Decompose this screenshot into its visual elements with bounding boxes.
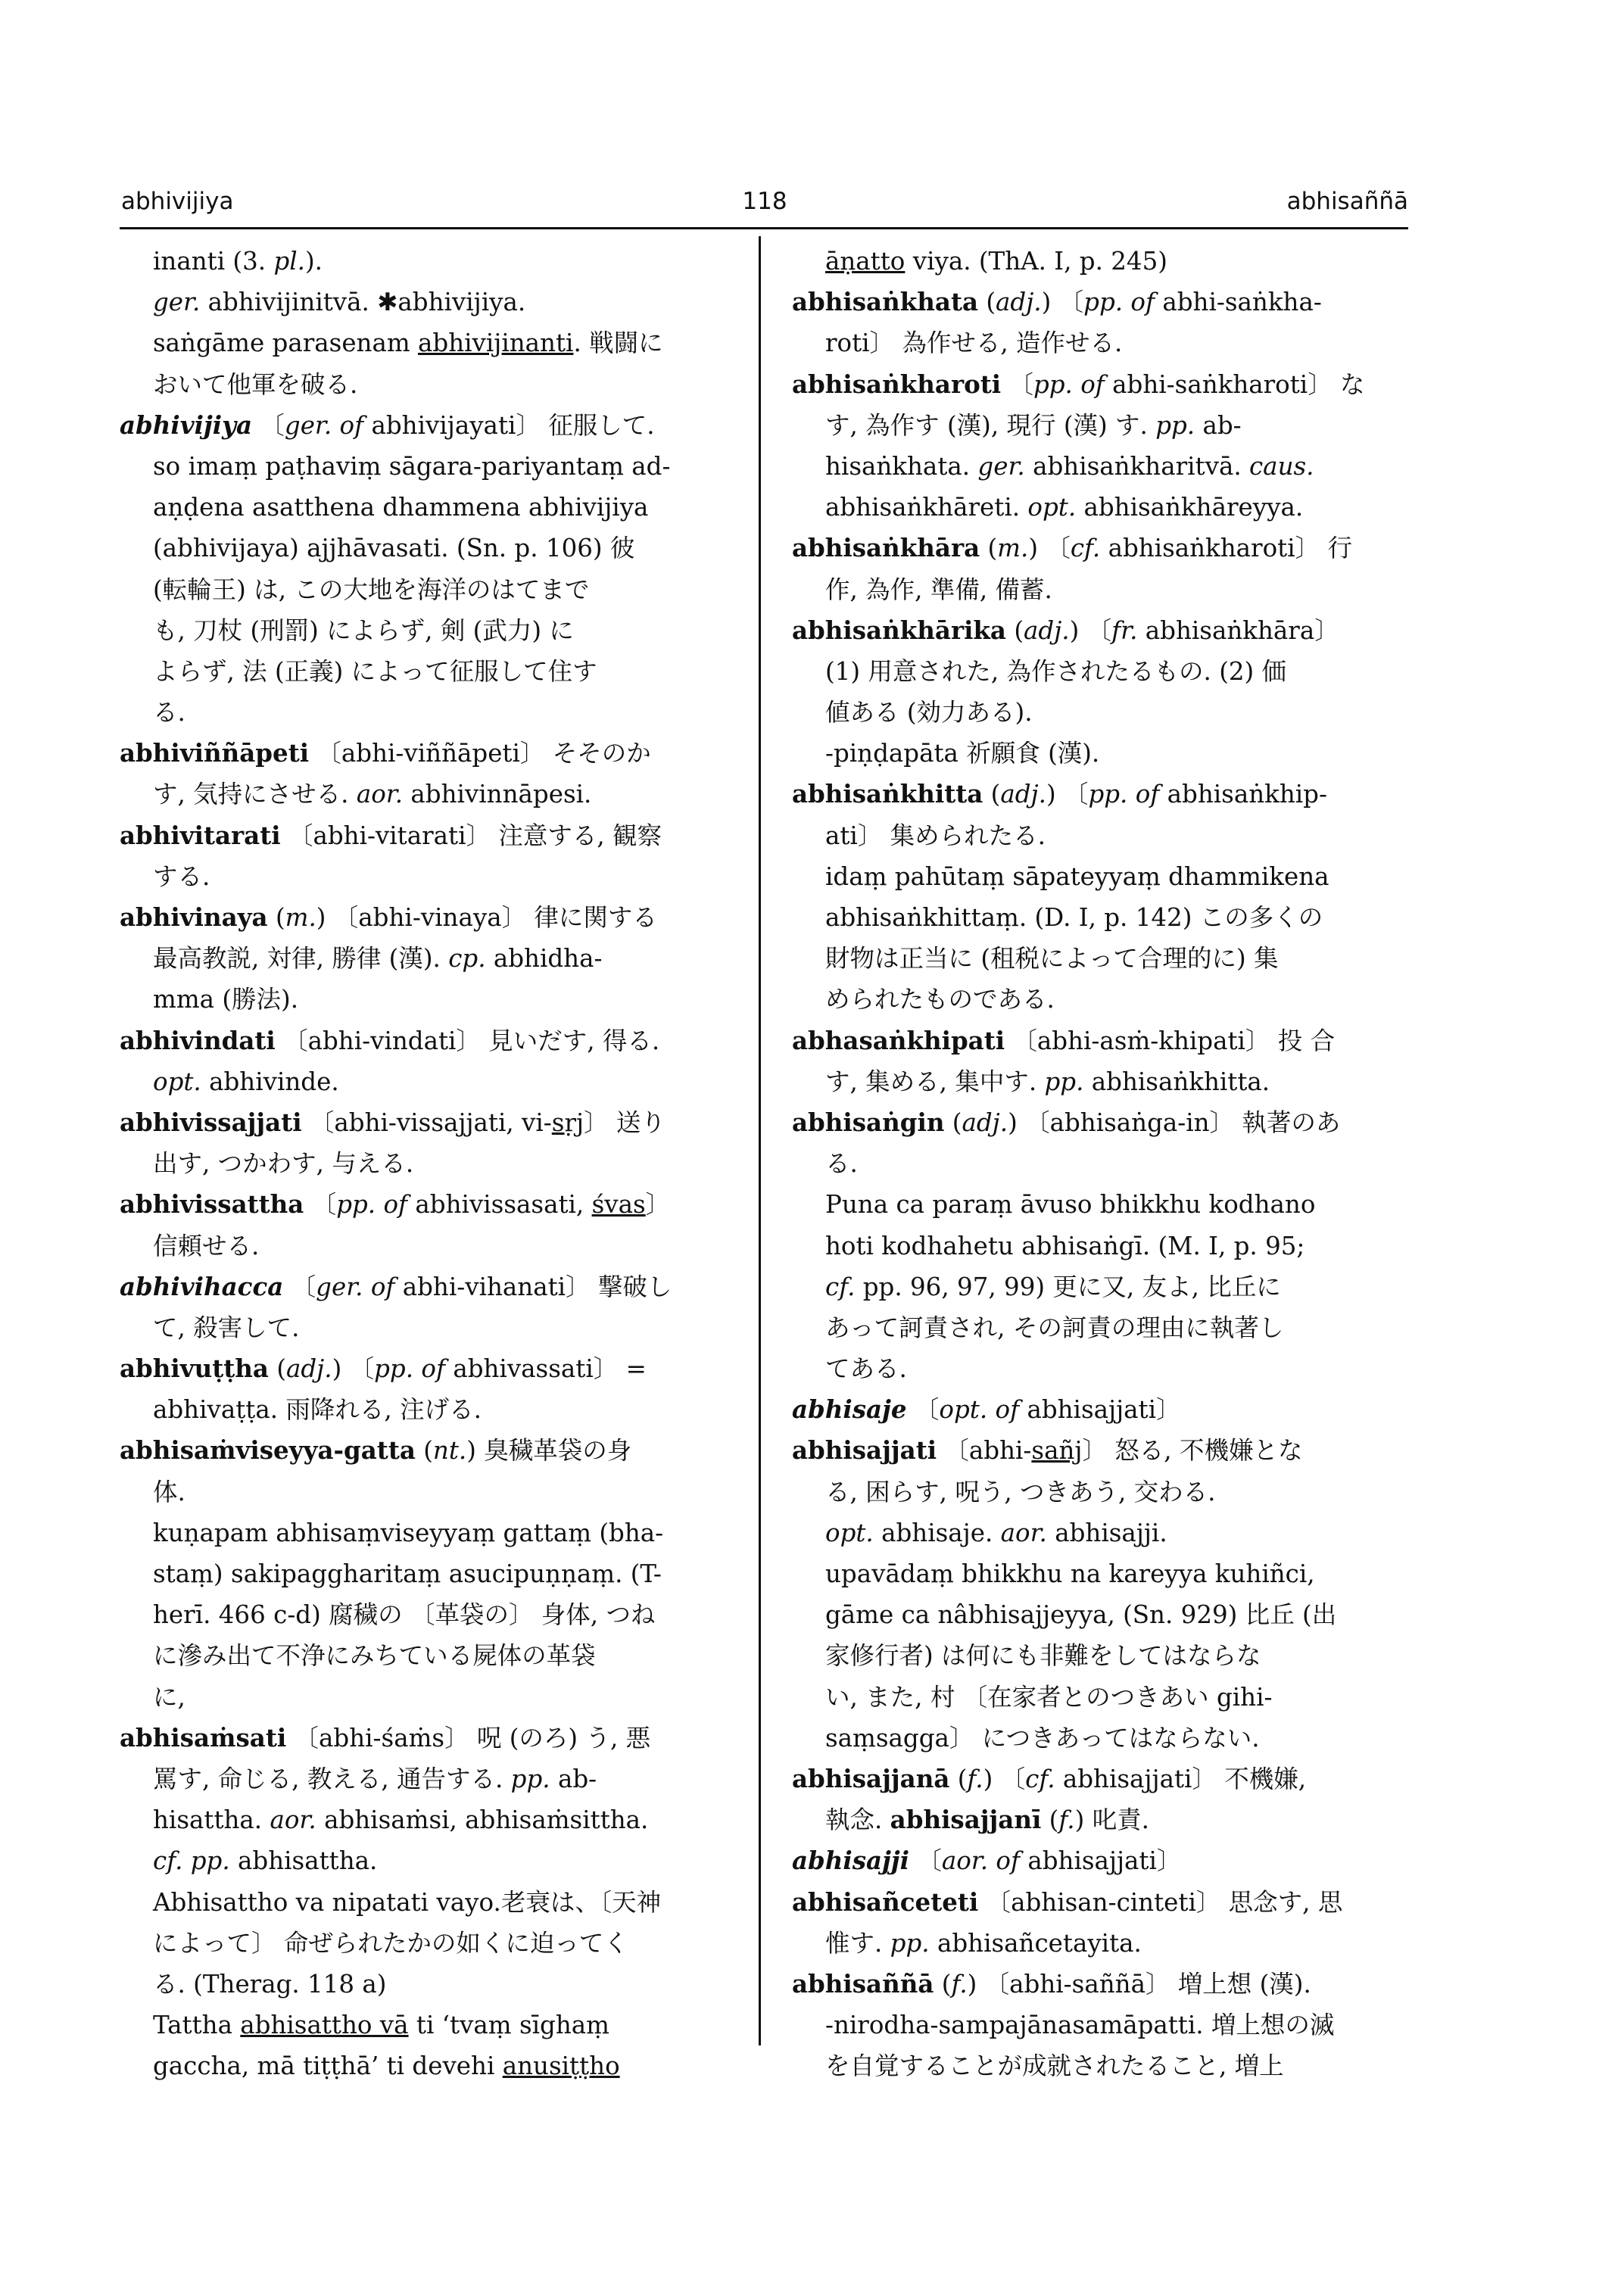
dictionary-text-line: staṃ) sakipaggharitaṃ asucipuṇṇaṃ. (T- [153, 1559, 662, 1588]
dictionary-text-line: -nirodha-sampajānasamāpatti. 増上想の滅 [825, 2011, 1335, 2040]
dictionary-entry-line: abhisaṅgin (adj.) 〔abhisaṅga-in〕 執著のあ [792, 1107, 1341, 1137]
dictionary-text-line: 体. [153, 1477, 185, 1506]
dictionary-text-line: 出す, つかわす, 与える. [153, 1149, 414, 1179]
dictionary-text-line: -piṇḍapāta 祈願食 (漢). [825, 739, 1100, 768]
dictionary-text-line: に滲み出て不浄にみちている屍体の革袋 [153, 1641, 596, 1671]
dictionary-text-line: abhivaṭṭa. 雨降れる, 注げる. [153, 1395, 482, 1425]
dictionary-text-line: hisaṅkhata. ger. abhisaṅkharitvā. caus. [825, 451, 1314, 481]
dictionary-text-line: idaṃ pahūtaṃ sāpateyyaṃ dhammikena [825, 861, 1329, 891]
dictionary-entry-line: abhisaṅkhata (adj.) 〔pp. of abhi-saṅkha- [792, 287, 1322, 317]
dictionary-text-line: 惟す. pp. abhisañcetayita. [825, 1928, 1142, 1958]
dictionary-text-line: (1) 用意された, 為作されたるもの. (2) 価 [825, 656, 1287, 686]
page-number: 118 [742, 188, 787, 215]
dictionary-text-line: に, [153, 1682, 185, 1712]
dictionary-text-line: gaccha, mā tiṭṭhā’ ti devehi anusiṭṭho [153, 2052, 620, 2081]
dictionary-text-line: おいて他軍を破る. [153, 369, 358, 399]
page-header [121, 188, 1408, 226]
dictionary-entry-line: abhisajji 〔aor. of abhisajjati〕 [792, 1846, 1182, 1876]
dictionary-text-line: 最高教説, 対律, 勝律 (漢). cp. abhidha- [153, 944, 603, 974]
dictionary-text-line: も, 刀杖 (刑罰) によらず, 剣 (武力) に [153, 615, 574, 645]
left-column [120, 241, 742, 2086]
dictionary-text-line: abhisaṅkhittaṃ. (D. I, p. 142) この多くの [825, 903, 1323, 932]
dictionary-text-line: kuṇapam abhisaṃviseyyaṃ gattaṃ (bha- [153, 1518, 664, 1547]
dictionary-entry-line: abhivissattha 〔pp. of abhivissasati, śvas〕 [120, 1189, 671, 1220]
dictionary-entry-line: abhasaṅkhipati 〔abhi-asṁ-khipati〕 投 合 [792, 1025, 1336, 1055]
dictionary-text-line: す, 為作す (漢), 現行 (漢) す. pp. ab- [825, 410, 1242, 440]
dictionary-text-line: 財物は正当に (租税によって合理的に) 集 [825, 944, 1279, 974]
dictionary-entry-line: abhisaje 〔opt. of abhisajjati〕 [792, 1394, 1181, 1425]
dictionary-text-line: Abhisattho va nipatati vayo.老衰は、〔天神 [153, 1887, 662, 1917]
dictionary-text-line: saṅgāme parasenam abhivijinanti. 戦闘に [153, 329, 663, 358]
dictionary-text-line: upavādaṃ bhikkhu na kareyya kuhiñci, [825, 1559, 1315, 1588]
dictionary-text-line: Puna ca paraṃ āvuso bhikkhu kodhano [825, 1190, 1316, 1220]
dictionary-text-line: る. [153, 698, 185, 727]
dictionary-text-line: あって訶責され, その訶責の理由に執著し [825, 1313, 1284, 1342]
dictionary-text-line: Tattha abhisattho vā ti ‘tvaṃ sīghaṃ [153, 2011, 609, 2040]
dictionary-text-line: (転輪王) は, この大地を海洋のはてまで [153, 575, 590, 604]
dictionary-text-line: 作, 為作, 準備, 備蓄. [825, 575, 1052, 604]
dictionary-entry-line: abhisañceteti 〔abhisan-cinteti〕 思念す, 思 [792, 1886, 1343, 1917]
left-guideword: abhivijiya [121, 188, 234, 215]
dictionary-text-line: よらず, 法 (正義) によって征服して住す [153, 656, 597, 686]
dictionary-text-line: āṇatto viya. (ThA. I, p. 245) [825, 247, 1167, 276]
dictionary-text-line: so imaṃ paṭhaviṃ sāgara-pariyantaṃ ad- [153, 451, 671, 481]
dictionary-text-line: められたものである. [825, 985, 1055, 1014]
dictionary-text-line: る. (Therag. 118 a) [153, 1969, 387, 1999]
dictionary-text-line: 執念. abhisajjanī (f.) 叱責. [825, 1805, 1149, 1835]
dictionary-entry-line: abhivissajjati 〔abhi-vissajjati, vi-sṛj〕 送り [120, 1107, 665, 1137]
dictionary-text-line: てある. [825, 1354, 907, 1384]
dictionary-text-line: を自覚することが成就されたること, 増上 [825, 2052, 1284, 2081]
dictionary-text-line: す, 集める, 集中す. pp. abhisaṅkhitta. [825, 1067, 1270, 1096]
dictionary-text-line: す, 気持にさせる. aor. abhivinnāpesi. [153, 780, 592, 809]
right-column [792, 241, 1414, 2086]
dictionary-text-line: 家修行者) は何にも非難をしてはならな [825, 1641, 1261, 1671]
dictionary-entry-line: abhiviññāpeti 〔abhi-viññāpeti〕 そそのか [120, 738, 651, 768]
dictionary-text-line: hoti kodhahetu abhisaṅgī. (M. I, p. 95; [825, 1231, 1305, 1260]
dictionary-text-line: cf. pp. abhisattha. [153, 1846, 378, 1876]
dictionary-text-line: hisattha. aor. abhisaṁsi, abhisaṁsittha. [153, 1805, 649, 1835]
dictionary-text-line: て, 殺害して. [153, 1313, 300, 1342]
dictionary-text-line: る. [825, 1149, 858, 1179]
dictionary-entry-line: abhisaṁviseyya-gatta (nt.) 臭穢革袋の身 [120, 1435, 632, 1466]
dictionary-entry-line: abhisajjati 〔abhi-sañj〕 怒る, 不機嫌とな [792, 1435, 1303, 1466]
dictionary-text-line: ati〕 集められたる. [825, 821, 1046, 850]
dictionary-text-line: 信頼せる. [153, 1231, 260, 1260]
dictionary-text-line: saṃsagga〕 につきあってはならない. [825, 1723, 1260, 1752]
dictionary-text-line: aṇḍena asatthena dhammena abhivijiya [153, 493, 649, 522]
dictionary-text-line: inanti (3. pl.). [153, 247, 323, 276]
dictionary-text-line: roti〕 為作せる, 造作せる. [825, 329, 1123, 358]
dictionary-entry-line: abhisaññā (f.) 〔abhi-saññā〕 増上想 (漢). [792, 1968, 1311, 1999]
right-guideword: abhisaññā [1286, 188, 1408, 215]
dictionary-text-line: abhisaṅkhāreti. opt. abhisaṅkhāreyya. [825, 493, 1304, 522]
dictionary-entry-line: abhisaṅkharoti 〔pp. of abhi-saṅkharoti〕 な [792, 369, 1365, 399]
dictionary-text-line: gāme ca nâbhisajjeyya, (Sn. 929) 比丘 (出 [825, 1600, 1337, 1630]
dictionary-text-line: opt. abhivinde. [153, 1067, 339, 1096]
dictionary-text-line: mma (勝法). [153, 985, 299, 1014]
dictionary-text-line: 罵す, 命じる, 教える, 通告する. pp. ab- [153, 1764, 597, 1793]
dictionary-text-line: cf. pp. 96, 97, 99) 更に又, 友よ, 比丘に [825, 1272, 1281, 1301]
dictionary-entry-line: abhisaṅkhitta (adj.) 〔pp. of abhisaṅkhip- [792, 779, 1327, 809]
dictionary-entry-line: abhisaṅkhārika (adj.) 〔fr. abhisaṅkhāra〕 [792, 615, 1339, 645]
dictionary-text-line: opt. abhisaje. aor. abhisajji. [825, 1518, 1167, 1547]
dictionary-text-line: 値ある (効力ある). [825, 698, 1033, 727]
dictionary-entry-line: abhivindati 〔abhi-vindati〕 見いだす, 得る. [120, 1025, 660, 1055]
dictionary-entry-line: abhivuṭṭha (adj.) 〔pp. of abhivassati〕 = [120, 1354, 647, 1384]
header-rule [120, 227, 1408, 229]
dictionary-text-line: (abhivijaya) ajjhāvasati. (Sn. p. 106) 彼 [153, 534, 635, 563]
dictionary-entry-line: abhivitarati 〔abhi-vitarati〕 注意する, 観察 [120, 820, 662, 850]
dictionary-entry-line: abhisaṁsati 〔abhi-śaṁs〕 呪 (のろ) う, 悪 [120, 1722, 651, 1752]
dictionary-text-line: する. [153, 861, 210, 891]
dictionary-entry-line: abhivihacca 〔ger. of abhi-vihanati〕 撃破し [120, 1271, 672, 1301]
dictionary-entry-line: abhisaṅkhāra (m.) 〔cf. abhisaṅkharoti〕 行 [792, 533, 1352, 563]
dictionary-text-line: によって〕 命ぜられたかの如くに迫ってく [153, 1928, 628, 1958]
dictionary-entry-line: abhivijiya 〔ger. of abhivijayati〕 征服して. [120, 410, 655, 440]
dictionary-text-line: る, 困らす, 呪う, つきあう, 交わる. [825, 1477, 1216, 1506]
dictionary-text-line: ger. abhivijinitvā. ✱abhivijiya. [153, 288, 526, 317]
dictionary-entry-line: abhivinaya (m.) 〔abhi-vinaya〕 律に関する [120, 902, 657, 932]
dictionary-text-line: herī. 466 c-d) 腐穢の 〔革袋の〕 身体, つね [153, 1600, 656, 1630]
dictionary-text-line: い, また, 村 〔在家者とのつきあい gihi- [825, 1682, 1273, 1712]
dictionary-entry-line: abhisajjanā (f.) 〔cf. abhisajjati〕 不機嫌, [792, 1763, 1307, 1793]
column-divider [759, 236, 761, 2045]
